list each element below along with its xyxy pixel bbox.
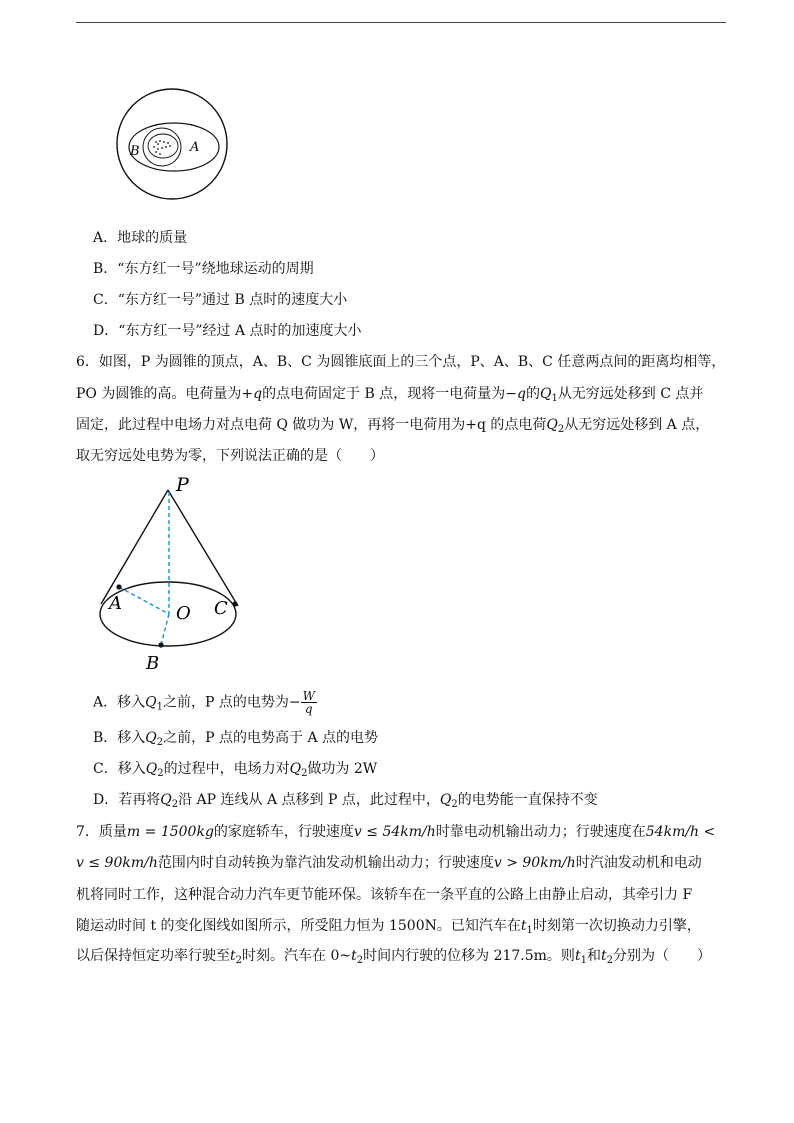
point-a [116,584,121,589]
q7-line-2: v ≤ 90km/h范围内时自动转换为靠汽油发动机输出动力；行驶速度v > 90km/h时汽油发动机和电动 [76,855,702,871]
earth-inner-ellipse [148,134,178,158]
q5-option-d: D．“东方红一号”经过 A 点时的加速度大小 [93,323,362,339]
q6-line-3: 固定，此过程中电场力对点电荷 Q 做功为 W，再将一电荷用为+q 的点电荷$Q_2$从无穷远处移到 A 点， [76,417,710,435]
q6-option-d: D．若再将$Q_2$沿 AP 连线从 A 点移到 P 点，此过程中，$Q_2$的电势能一直保持不变 [93,792,598,810]
q7-line-4: 随运动时间 t 的变化图线如图所示，所受阻力恒为 1500N。已知汽车在$t_1$时刻第一次切换动力引擎， [76,918,701,936]
q6-line-4: 取无穷远处电势为零，下列说法正确的是（ ） [76,448,384,464]
q7-line-1: 7．质量m = 1500kg的家庭轿车，行驶速度v ≤ 54km/h时靠电动机输出动力；行驶速度在54km/h < [76,824,716,840]
earth-dots [153,140,171,155]
q6-option-b: B．移入$Q_2$之前，P 点的电势高于 A 点的电势 [93,730,379,748]
q6-line-2: PO 为圆锥的高。电荷量为+q的点电荷固定于 B 点，现将一电荷量为−q的$Q_1$从无穷远处移到 C 点并 [76,386,704,404]
label-b: B [130,144,140,159]
q6-line-1: 6．如图，P 为圆锥的顶点，A、B、C 为圆锥底面上的三个点，P、A、B、C 任意两点间的距离均相等， [76,354,726,370]
q6-option-c: C．移入$Q_2$的过程中，电场力对$Q_2$做功为 2W [93,761,378,779]
header-rule [76,22,726,23]
q6-option-a: A．移入$Q_1$之前，P 点的电势为− $\frac{W}{q}$ [93,689,315,716]
point-b [158,642,163,647]
label-c: C [214,598,228,619]
q7-line-3: 机将同时工作，这种混合动力汽车更节能环保。该轿车在一条平直的公路上由静止启动，其牵引力 F [76,887,693,903]
line-oa [119,587,169,614]
q5-option-a: A．地球的质量 [93,230,188,246]
cone-right-edge [168,490,238,606]
fraction-w-over-q: $\frac{W}{q}$ [302,689,315,716]
point-c [232,601,237,606]
label-a: A [190,140,200,155]
orbit-diagram [96,86,248,202]
line-ob [161,614,169,645]
label-o: O [176,603,191,624]
cone-diagram [96,474,246,674]
cone-left-edge [101,490,168,604]
q5-option-c: C．“东方红一号”通过 B 点时的速度大小 [93,292,348,308]
q5-option-b: B．“东方红一号”绕地球运动的周期 [93,261,314,277]
q7-line-5: 以后保持恒定功率行驶至$t_2$时刻。汽车在 $0\sim t_2$时间内行驶的位移为 217.5m。则$t_1$和$t_2$分别为（ ） [76,948,711,966]
label-b: B [146,653,160,674]
label-a: A [109,593,122,614]
label-p: P [176,474,189,496]
